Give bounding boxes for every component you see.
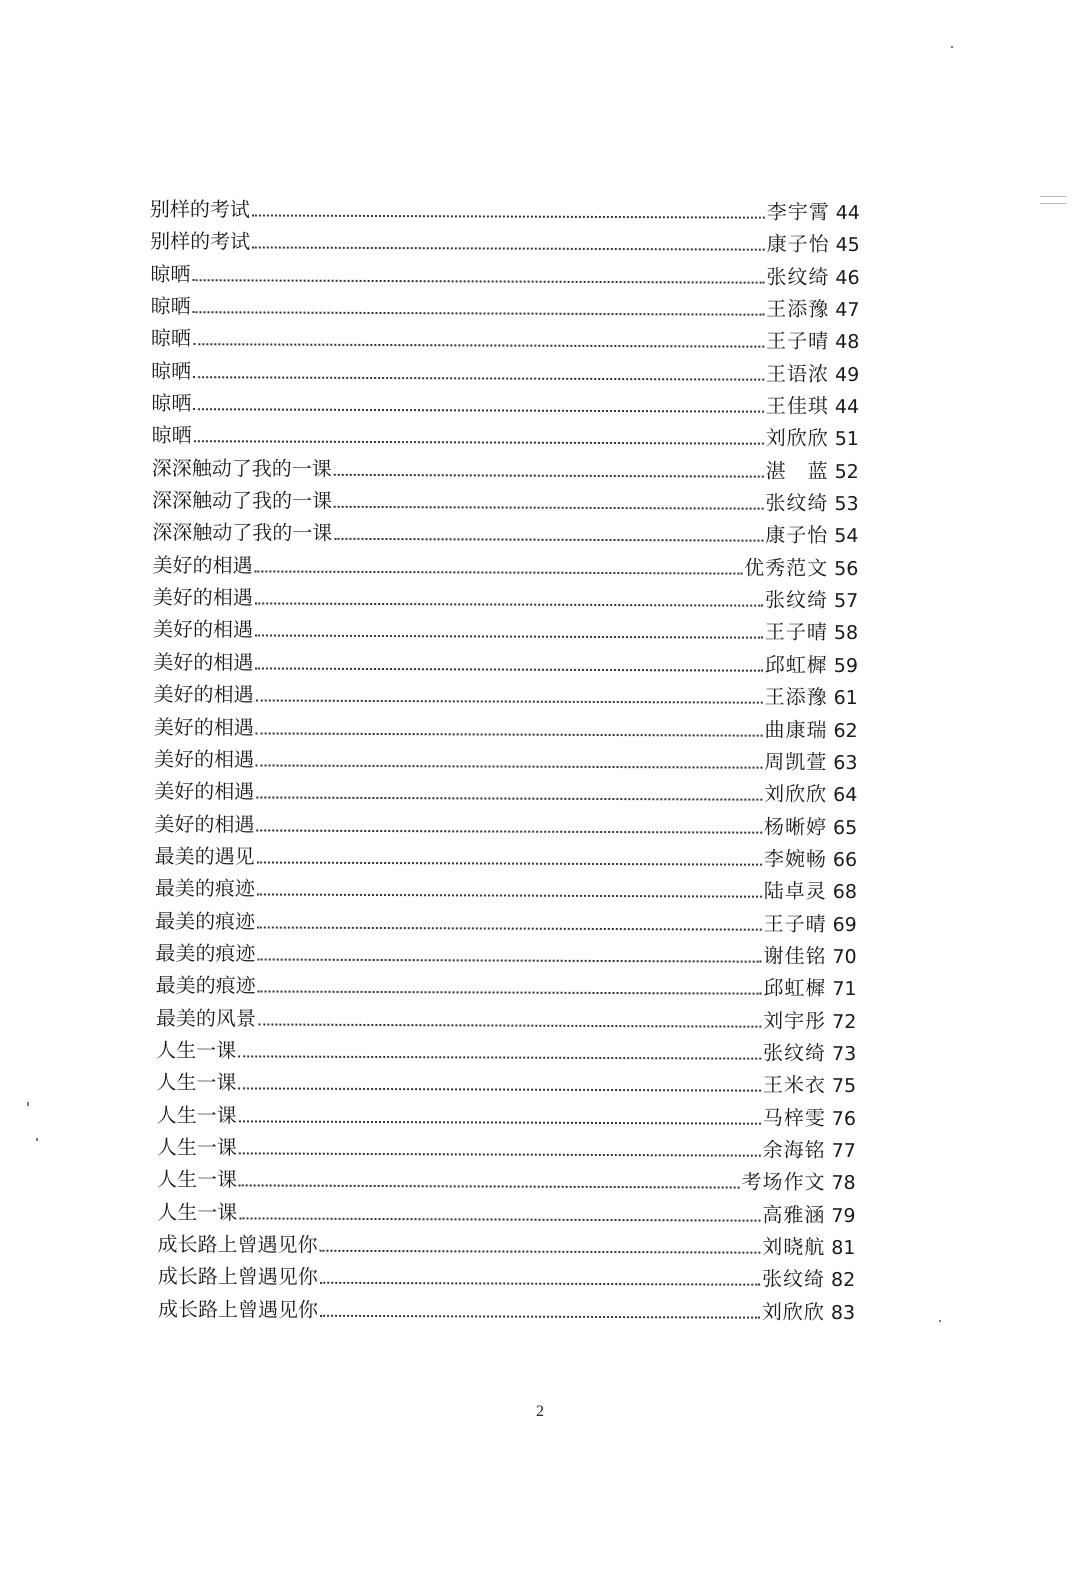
toc-entry-page: 78	[831, 1172, 856, 1195]
toc-leader-dots	[320, 1314, 760, 1318]
toc-entry-author: 马梓雯	[762, 1105, 826, 1130]
toc-entry-page: 44	[835, 201, 860, 225]
toc-entry-title: 人生一课	[156, 1135, 237, 1160]
toc-leader-dots	[239, 1152, 761, 1156]
toc-entry	[149, 419, 859, 454]
toc-leader-dots	[334, 506, 763, 510]
toc-entry-page: 66	[832, 848, 858, 871]
toc-leader-dots	[256, 764, 762, 768]
toc-entry	[149, 290, 859, 325]
toc-entry-title: 晾晒	[151, 391, 192, 416]
toc-entry-title: 深深触动了我的一课	[152, 520, 333, 546]
toc-entry-title: 最美的痕迹	[155, 908, 256, 934]
toc-entry-author: 王子晴	[764, 620, 828, 645]
toc-entry-page: 72	[832, 1010, 857, 1033]
toc-entry-author: 康子怡	[765, 523, 829, 548]
toc-entry-title: 美好的相遇	[152, 552, 253, 578]
toc-entry	[150, 225, 860, 260]
toc-entry	[146, 1163, 856, 1198]
toc-entry-author: 王子晴	[763, 911, 827, 936]
toc-entry	[147, 840, 857, 875]
toc-entry-author: 周凯萱	[764, 749, 828, 774]
toc-entry-page: 71	[832, 978, 857, 1001]
toc-entry-page: 63	[833, 751, 858, 774]
toc-entry-page: 61	[833, 687, 858, 710]
toc-entry	[147, 905, 857, 940]
toc-entry-page: 54	[834, 525, 859, 548]
toc-entry-page: 76	[831, 1107, 857, 1130]
toc-entry-author: 刘欣欣	[764, 781, 828, 807]
toc-entry-page: 69	[832, 913, 857, 936]
scan-speck	[1040, 203, 1066, 204]
toc-entry	[150, 193, 860, 228]
toc-entry-page: 68	[832, 881, 858, 904]
toc-entry-title: 人生一课	[157, 1167, 238, 1192]
toc-leader-dots	[255, 700, 762, 704]
toc-entry-page: 48	[835, 331, 860, 354]
toc-entry-author: 李宇霄	[766, 199, 830, 224]
toc-leader-dots	[334, 474, 764, 478]
toc-entry	[149, 452, 859, 487]
toc-entry	[147, 743, 857, 778]
toc-entry-title: 美好的相遇	[152, 585, 253, 610]
toc-leader-dots	[255, 667, 763, 671]
toc-entry-author: 曲康瑞	[764, 717, 828, 742]
toc-entry-title: 美好的相遇	[154, 811, 255, 836]
toc-entry-title: 美好的相遇	[153, 682, 254, 707]
toc-entry	[145, 1196, 855, 1231]
toc-entry-author: 张纹绮	[766, 264, 830, 289]
toc-entry	[145, 1293, 855, 1328]
toc-entry	[146, 1131, 856, 1166]
scan-speck	[27, 1102, 29, 1106]
toc-entry	[148, 678, 858, 713]
toc-entry-page: 59	[833, 654, 858, 677]
toc-leader-dots	[239, 1217, 760, 1221]
toc-entry-title: 最美的痕迹	[155, 940, 256, 966]
toc-leader-dots	[192, 279, 764, 283]
toc-entry-page: 62	[833, 719, 858, 742]
toc-entry	[148, 613, 858, 648]
toc-entry-author: 张纹绮	[765, 490, 829, 516]
toc-leader-dots	[252, 247, 764, 251]
toc-leader-dots	[257, 958, 761, 962]
toc-entry-title: 晾晒	[151, 358, 192, 383]
toc-entry-title: 晾晒	[150, 261, 191, 286]
toc-entry	[148, 516, 858, 551]
toc-entry-title: 晾晒	[150, 294, 191, 319]
toc-entry	[148, 710, 858, 745]
toc-entry-title: 别样的考试	[150, 229, 251, 254]
toc-entry	[147, 872, 857, 907]
toc-entry	[147, 937, 857, 972]
toc-entry	[148, 549, 858, 584]
toc-entry-page: 82	[831, 1269, 856, 1292]
toc-entry-title: 美好的相遇	[153, 714, 254, 739]
scan-speck	[1040, 196, 1066, 197]
toc-entry-page: 44	[834, 396, 860, 419]
toc-entry	[150, 258, 860, 293]
toc-leader-dots	[193, 344, 764, 348]
toc-leader-dots	[239, 1120, 761, 1124]
toc-leader-dots	[258, 991, 762, 995]
scan-speck	[939, 1320, 941, 1322]
toc-entry-page: 65	[833, 816, 858, 839]
toc-leader-dots	[320, 1282, 760, 1286]
toc-entry-author: 刘晓航	[762, 1234, 826, 1259]
toc-entry-author: 优秀范文	[744, 555, 829, 580]
toc-entry-author: 刘欣欣	[765, 426, 829, 451]
toc-leader-dots	[238, 1088, 761, 1092]
toc-entry-page: 47	[835, 299, 860, 322]
toc-entry-author: 张纹绮	[762, 1267, 826, 1292]
toc-entry-page: 64	[833, 784, 858, 807]
toc-entry	[145, 1228, 855, 1263]
toc-entry	[146, 1066, 856, 1101]
toc-entry-author: 余海铭	[762, 1137, 826, 1162]
toc-entry	[147, 775, 857, 810]
toc-leader-dots	[256, 797, 762, 801]
toc-leader-dots	[334, 538, 763, 542]
table-of-contents	[145, 193, 860, 1328]
toc-entry-page: 52	[834, 460, 859, 483]
toc-entry-author: 考场作文	[741, 1169, 826, 1195]
toc-entry-page: 53	[834, 493, 859, 516]
toc-entry-title: 人生一课	[156, 1037, 237, 1063]
toc-entry-author: 张纹绮	[763, 1040, 827, 1065]
toc-entry-title: 最美的遇见	[154, 843, 255, 869]
toc-entry-title: 晾晒	[151, 423, 192, 448]
toc-entry-page: 46	[835, 266, 860, 289]
toc-entry-title: 最美的痕迹	[155, 973, 256, 998]
toc-entry	[145, 1260, 855, 1295]
toc-entry-title: 深深触动了我的一课	[151, 455, 332, 481]
toc-leader-dots	[239, 1185, 739, 1189]
toc-leader-dots	[320, 1250, 761, 1254]
toc-entry-title: 成长路上曾遇见你	[157, 1264, 318, 1290]
toc-entry	[146, 969, 856, 1004]
toc-entry-page: 83	[830, 1301, 856, 1324]
toc-leader-dots	[193, 408, 764, 412]
toc-entry	[147, 808, 857, 843]
toc-entry-title: 美好的相遇	[154, 779, 255, 804]
toc-entry-author: 王添豫	[766, 296, 830, 321]
toc-entry-page: 70	[832, 945, 857, 968]
toc-entry-page: 73	[832, 1042, 857, 1066]
toc-leader-dots	[258, 1023, 761, 1027]
scan-speck	[951, 46, 953, 48]
toc-entry-page: 49	[834, 363, 860, 386]
toc-leader-dots	[257, 861, 762, 865]
toc-entry-author: 康子怡	[766, 232, 830, 257]
toc-entry-page: 57	[833, 590, 859, 613]
toc-leader-dots	[193, 311, 765, 315]
toc-entry-author: 邱虹樨	[763, 975, 827, 1001]
toc-entry-author: 王子晴	[766, 329, 830, 354]
toc-entry-title: 人生一课	[157, 1199, 238, 1225]
toc-entry-author: 刘宇彤	[763, 1008, 827, 1033]
toc-leader-dots	[255, 570, 743, 574]
page-number: 2	[536, 1403, 544, 1420]
toc-entry-author: 邱虹樨	[764, 652, 828, 677]
toc-entry-page: 77	[831, 1139, 856, 1163]
toc-entry	[149, 322, 859, 357]
toc-entry-author: 谢佳铭	[763, 943, 827, 968]
toc-entry-author: 杨晰婷	[764, 814, 828, 839]
toc-entry-page: 81	[831, 1236, 856, 1260]
toc-entry	[148, 581, 858, 616]
toc-entry-page: 75	[831, 1075, 857, 1098]
toc-leader-dots	[193, 376, 764, 380]
toc-entry-title: 成长路上曾遇见你	[157, 1232, 318, 1257]
toc-entry-title: 别样的考试	[149, 196, 250, 222]
scan-speck	[36, 1138, 38, 1141]
toc-entry-author: 高雅涵	[762, 1202, 826, 1227]
toc-entry-author: 刘欣欣	[761, 1299, 825, 1324]
toc-entry-title: 成长路上曾遇见你	[157, 1296, 319, 1322]
toc-entry-page: 45	[835, 234, 860, 257]
toc-entry	[146, 1099, 856, 1134]
toc-entry-author: 张纹绮	[764, 587, 829, 613]
toc-entry-title: 美好的相遇	[152, 617, 254, 642]
toc-entry-title: 晾晒	[150, 326, 191, 351]
toc-leader-dots	[194, 441, 764, 445]
toc-leader-dots	[238, 1055, 761, 1059]
toc-entry-author: 李婉畅	[763, 846, 827, 871]
toc-entry-page: 79	[831, 1204, 856, 1227]
toc-leader-dots	[255, 635, 763, 639]
toc-entry-page: 51	[834, 428, 859, 451]
toc-entry	[146, 1002, 856, 1037]
toc-entry-author: 王佳琪	[765, 393, 829, 419]
toc-entry-author: 陆卓灵	[763, 878, 827, 904]
toc-entry	[149, 387, 859, 422]
toc-leader-dots	[256, 829, 762, 833]
toc-entry-page: 58	[833, 622, 859, 645]
toc-entry-author: 王添豫	[764, 684, 828, 710]
toc-entry	[148, 646, 858, 681]
toc-leader-dots	[256, 732, 763, 736]
toc-entry-title: 美好的相遇	[153, 649, 254, 675]
toc-entry-title: 最美的风景	[155, 1005, 256, 1031]
toc-entry-title: 美好的相遇	[153, 746, 255, 772]
toc-entry	[149, 484, 859, 519]
toc-entry	[149, 355, 859, 390]
toc-entry-title: 人生一课	[156, 1070, 237, 1095]
toc-leader-dots	[257, 894, 762, 898]
toc-entry-author: 王语浓	[765, 361, 830, 386]
toc-entry-author: 王米衣	[762, 1072, 826, 1098]
toc-entry	[146, 1034, 856, 1069]
toc-leader-dots	[252, 214, 765, 218]
toc-entry-title: 最美的痕迹	[154, 876, 255, 901]
toc-leader-dots	[257, 926, 761, 930]
toc-entry-page: 56	[834, 557, 859, 580]
toc-leader-dots	[255, 603, 763, 607]
toc-entry-title: 人生一课	[156, 1102, 237, 1128]
toc-entry-title: 深深触动了我的一课	[152, 488, 333, 513]
toc-entry-author: 湛 蓝	[765, 458, 829, 483]
